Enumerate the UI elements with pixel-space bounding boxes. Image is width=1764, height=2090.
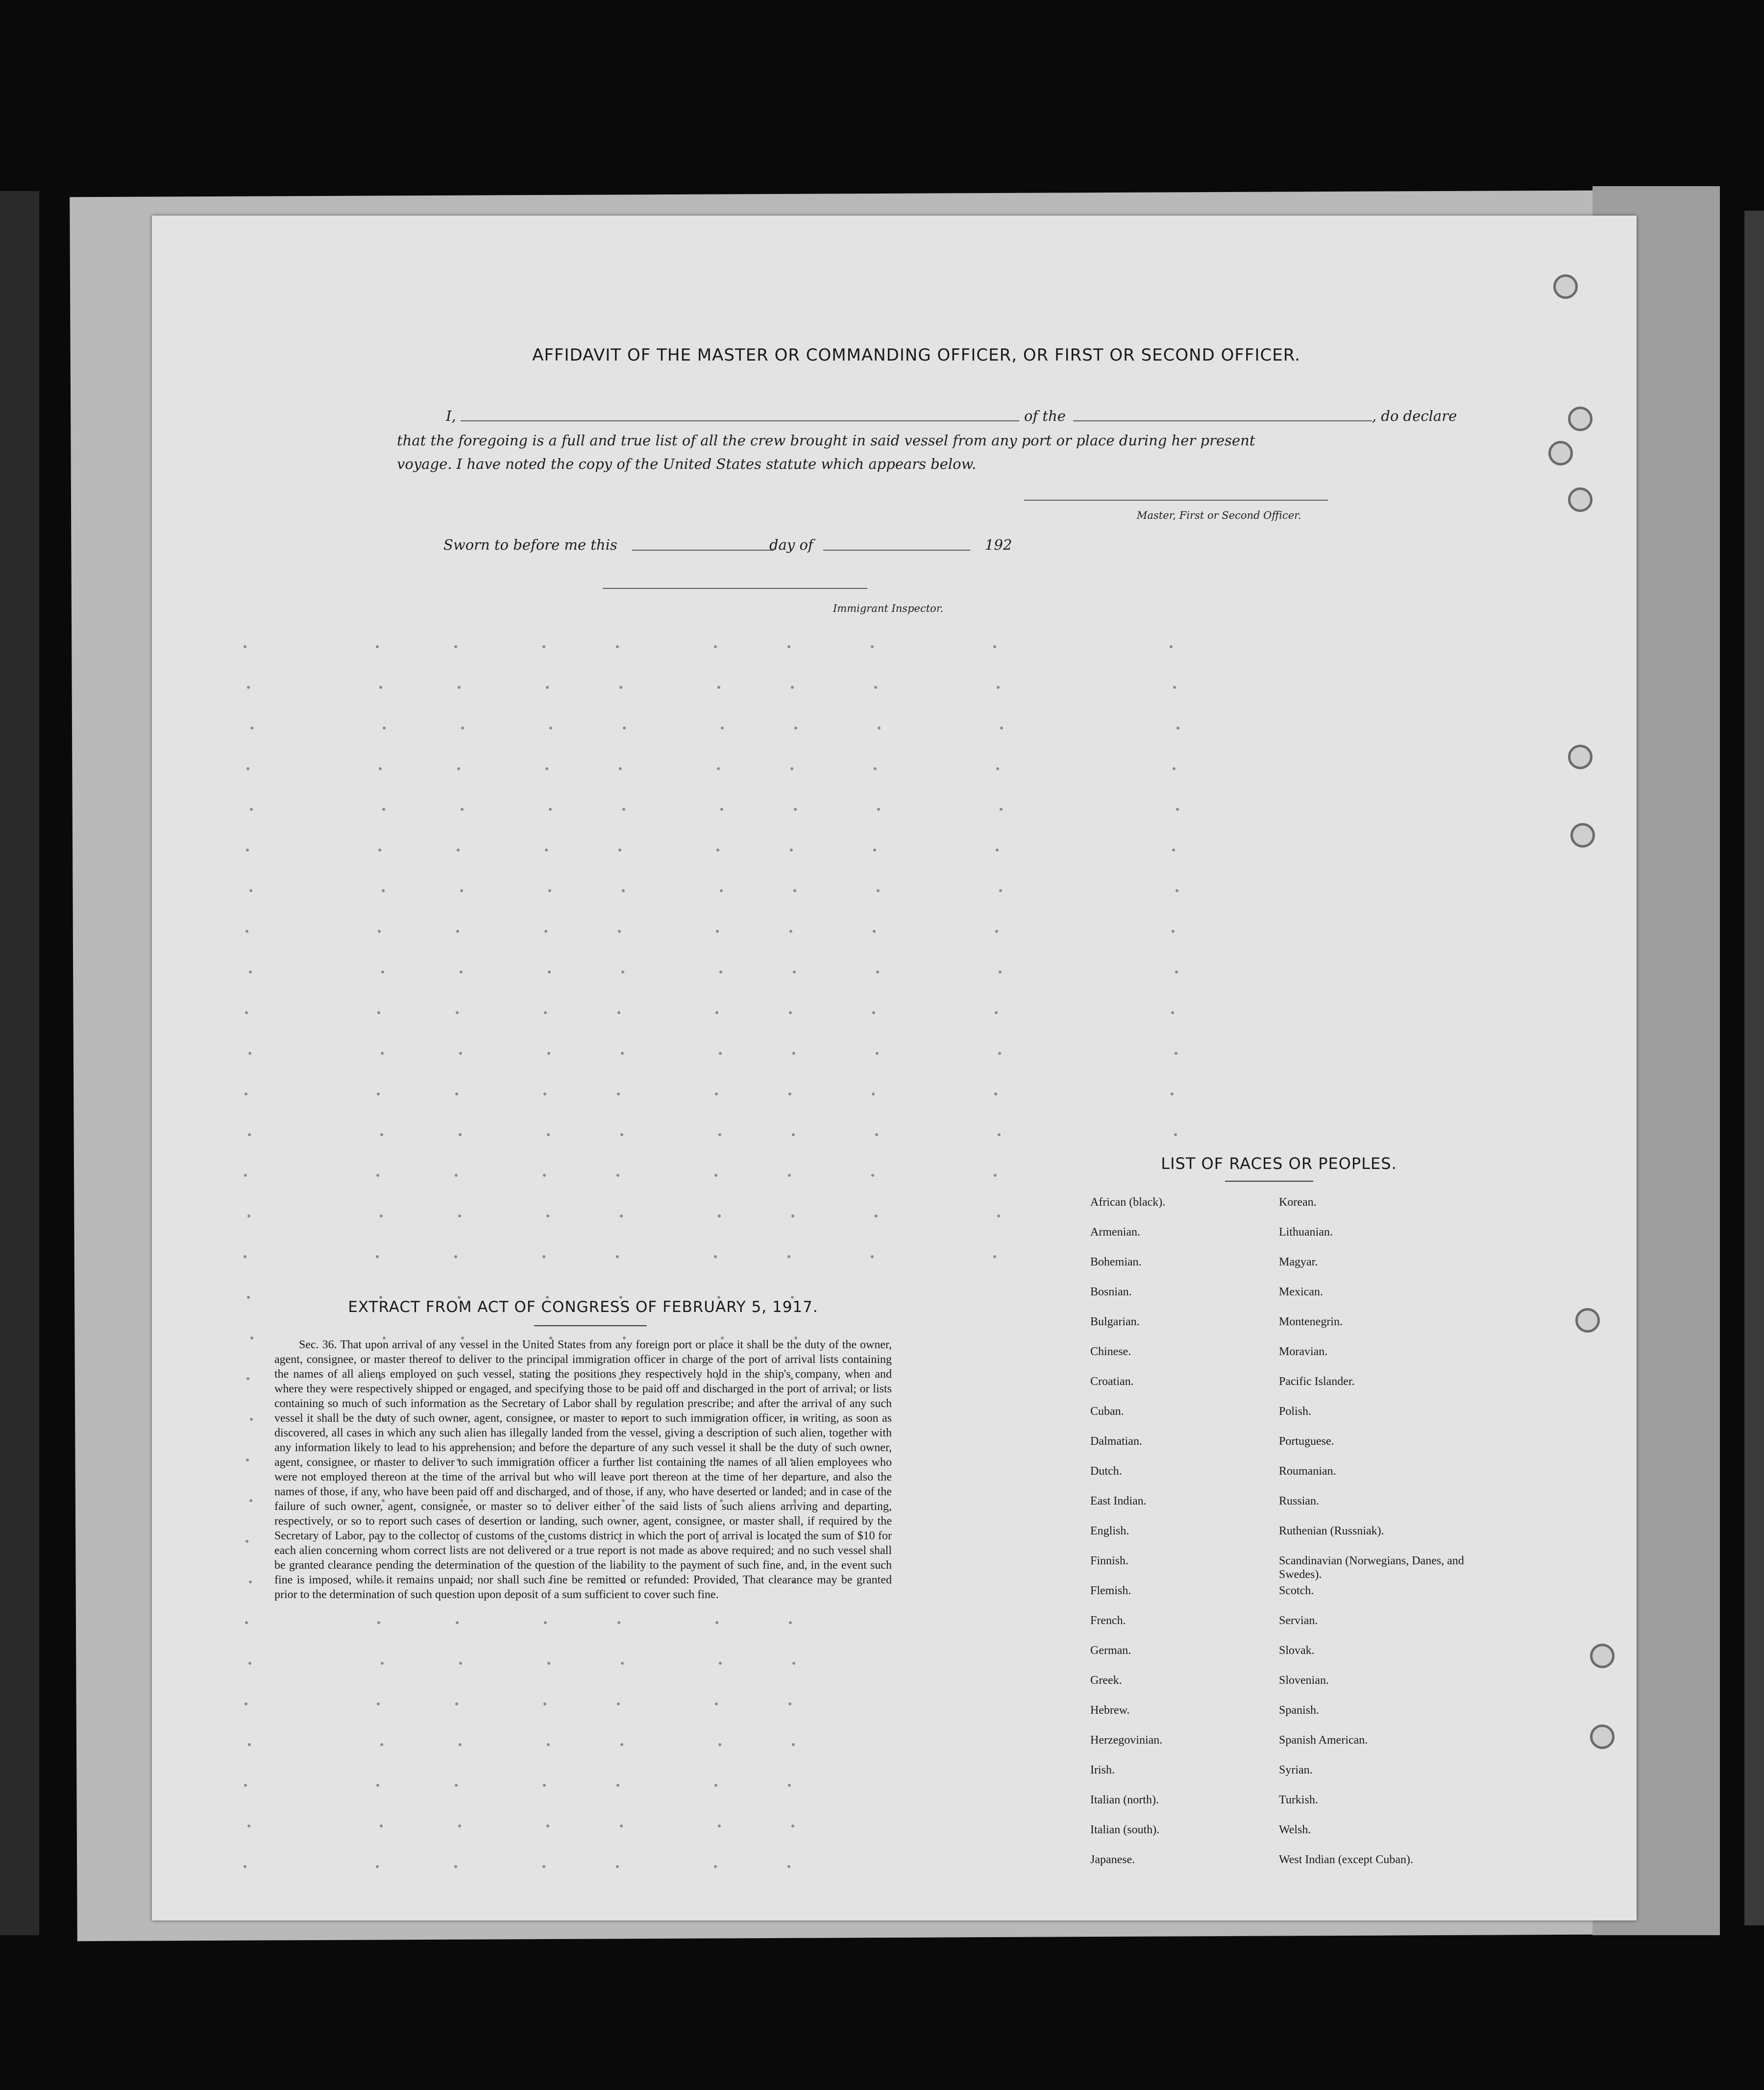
bleed-dot (456, 1621, 459, 1624)
bleed-dot (792, 1052, 795, 1055)
bleed-dot (1172, 849, 1175, 851)
bleed-dot (376, 645, 379, 648)
bleed-dot (788, 1093, 791, 1095)
bleed-dot (1176, 727, 1179, 729)
bleed-dot (788, 1702, 791, 1705)
bleed-dot (248, 1743, 251, 1746)
affidavit-i: I, (446, 408, 456, 424)
bleed-dot (459, 1662, 462, 1665)
bleed-dot (714, 645, 717, 648)
bleed-dot (247, 686, 250, 689)
bleed-dot (545, 849, 548, 851)
bleed-dot (244, 1255, 246, 1258)
bleed-dot (791, 1215, 794, 1217)
bleed-dot (248, 1662, 251, 1665)
sworn-day-line[interactable] (632, 550, 774, 551)
bleed-dot (378, 849, 381, 851)
bleed-dot (381, 971, 384, 973)
race-item: Scandinavian (Norwegians, Danes, and Swedes). (1279, 1555, 1464, 1581)
race-item: Lithuanian. (1279, 1226, 1333, 1239)
punch-hole (1570, 823, 1595, 848)
bleed-dot (873, 930, 876, 933)
bleed-dot (376, 1255, 379, 1258)
bleed-dot (549, 727, 552, 729)
race-item: French. (1090, 1614, 1126, 1627)
bleed-dot (1000, 727, 1003, 729)
bleed-dot (714, 1784, 717, 1787)
race-item: Moravian. (1279, 1345, 1328, 1358)
races-title-rule (1225, 1181, 1313, 1182)
bleed-dot (620, 1215, 623, 1217)
bleed-dot (455, 1174, 458, 1177)
race-item: Italian (north). (1090, 1794, 1159, 1806)
bleed-dot (622, 808, 625, 811)
bleed-dot (376, 1784, 379, 1787)
affidavit-title: AFFIDAVIT OF THE MASTER OR COMMANDING OFFICER, OR FIRST OR SECOND OFFICER. (532, 345, 1300, 365)
race-item: East Indian. (1090, 1495, 1147, 1507)
bleed-dot (459, 1133, 462, 1136)
bleed-dot (544, 1011, 547, 1014)
punch-hole (1553, 274, 1578, 299)
bleed-dot (790, 849, 793, 851)
bleed-dot (616, 645, 619, 648)
bleed-dot (871, 645, 874, 648)
bleed-dot (1175, 1052, 1177, 1055)
bleed-dot (455, 1702, 458, 1705)
affidavit-of-the: of the (1024, 408, 1066, 424)
bleed-dot (457, 767, 460, 770)
bleed-dot (247, 1824, 250, 1827)
affidavit-page (152, 216, 1637, 1920)
bleed-dot (379, 686, 382, 689)
bleed-dot (993, 1255, 996, 1258)
bleed-dot (787, 1255, 790, 1258)
bleed-dot (542, 645, 545, 648)
bleed-dot (250, 808, 253, 811)
bleed-dot (793, 971, 796, 973)
bleed-dot (1000, 808, 1003, 811)
bleed-dot (248, 1133, 251, 1136)
race-item: Greek. (1090, 1674, 1122, 1687)
bleed-dot (714, 1174, 717, 1177)
race-item: Armenian. (1090, 1226, 1140, 1239)
bleed-dot (620, 1133, 623, 1136)
race-item: Bulgarian. (1090, 1315, 1140, 1328)
bleed-dot (616, 1865, 619, 1868)
bleed-dot (250, 1337, 253, 1339)
punch-hole (1590, 1644, 1615, 1668)
master-name-line[interactable] (461, 420, 1019, 421)
bleed-dot (380, 1133, 383, 1136)
bleed-dot (872, 1093, 875, 1095)
bleed-dot (247, 1215, 250, 1217)
race-item: Dalmatian. (1090, 1435, 1142, 1448)
bleed-dot (456, 930, 459, 933)
bleed-dot (548, 889, 551, 892)
bleed-dot (999, 971, 1002, 973)
bleed-dot (542, 1865, 545, 1868)
race-item: Russian. (1279, 1495, 1320, 1507)
bleed-dot (543, 1702, 546, 1705)
race-item: Magyar. (1279, 1256, 1318, 1268)
race-item: Slovak. (1279, 1644, 1315, 1657)
bleed-dot (792, 1662, 795, 1665)
bleed-dot (382, 808, 385, 811)
bleed-dot (718, 1824, 721, 1827)
bleed-dot (721, 727, 724, 729)
bleed-dot (460, 889, 463, 892)
bleed-dot (461, 808, 464, 811)
bleed-dot (623, 727, 626, 729)
race-item: Mexican. (1279, 1286, 1323, 1298)
film-frame-marking (211, 2070, 233, 2090)
master-signature-line[interactable] (1024, 500, 1328, 501)
bleed-dot (245, 930, 248, 933)
race-item: Korean. (1279, 1196, 1317, 1209)
race-item: Servian. (1279, 1614, 1318, 1627)
bleed-dot (1173, 767, 1176, 770)
bleed-dot (794, 727, 797, 729)
bleed-dot (547, 1052, 550, 1055)
bleed-dot (548, 971, 551, 973)
bleed-dot (543, 1784, 546, 1787)
bleed-dot (999, 889, 1002, 892)
bleed-dot (381, 1662, 384, 1665)
bleed-dot (250, 727, 253, 729)
bleed-dot (617, 1093, 620, 1095)
bleed-dot (381, 1052, 384, 1055)
bleed-dot (543, 1174, 546, 1177)
bleed-dot (546, 686, 549, 689)
bleed-dot (246, 1377, 249, 1380)
bleed-dot (545, 767, 548, 770)
bleed-dot (380, 1743, 383, 1746)
bleed-dot (616, 1174, 619, 1177)
film-edge-right (1744, 211, 1764, 1925)
bleed-dot (877, 808, 880, 811)
punch-hole (1590, 1725, 1615, 1749)
bleed-dot (544, 1621, 547, 1624)
bleed-dot (459, 1052, 462, 1055)
bleed-dot (619, 686, 622, 689)
sworn-day-of: day of (769, 536, 813, 553)
bleed-dot (457, 849, 460, 851)
bleed-dot (620, 1743, 623, 1746)
bleed-dot (245, 1540, 248, 1543)
bleed-dot (877, 889, 880, 892)
film-edge-left (0, 191, 39, 1935)
bleed-dot (459, 1743, 462, 1746)
race-item: Herzegovinian. (1090, 1734, 1163, 1747)
bleed-dot (617, 1011, 620, 1014)
bleed-dot (716, 849, 719, 851)
inspector-signature-line[interactable] (603, 588, 867, 589)
race-item: Cuban. (1090, 1405, 1124, 1418)
affidavit-line-2: that the foregoing is a full and true list of all the crew brought in said vessel from any port or place during her present (397, 432, 1255, 449)
bleed-dot (377, 1093, 380, 1095)
bleed-dot (245, 1702, 247, 1705)
bleed-dot (248, 1052, 251, 1055)
bleed-dot (788, 1174, 791, 1177)
bleed-dot (1176, 889, 1178, 892)
bleed-dot (245, 1011, 248, 1014)
race-item: German. (1090, 1644, 1131, 1657)
bleed-dot (791, 1824, 794, 1827)
extract-title-rule (534, 1325, 647, 1326)
bleed-dot (876, 971, 879, 973)
bleed-dot (715, 1093, 718, 1095)
bleed-dot (616, 1255, 619, 1258)
race-item: Italian (south). (1090, 1823, 1160, 1836)
bleed-dot (793, 889, 796, 892)
bleed-dot (249, 1580, 252, 1583)
bleed-dot (997, 1215, 1000, 1217)
bleed-dot (249, 889, 252, 892)
bleed-dot (379, 767, 382, 770)
bleed-dot (245, 1621, 248, 1624)
bleed-dot (454, 1865, 457, 1868)
bleed-dot (458, 1215, 461, 1217)
race-item: Croatian. (1090, 1375, 1134, 1388)
races-title: LIST OF RACES OR PEOPLES. (1161, 1154, 1397, 1173)
bleed-dot (549, 808, 552, 811)
bleed-dot (455, 1784, 458, 1787)
bleed-dot (997, 686, 1000, 689)
bleed-dot (873, 849, 876, 851)
bleed-dot (456, 1011, 459, 1014)
race-item: Pacific Islander. (1279, 1375, 1355, 1388)
bleed-dot (874, 686, 877, 689)
bleed-dot (1172, 930, 1175, 933)
bleed-dot (619, 767, 622, 770)
bleed-dot (720, 889, 723, 892)
bleed-dot (245, 1093, 247, 1095)
bleed-dot (618, 849, 621, 851)
bleed-dot (244, 1784, 247, 1787)
race-item: Syrian. (1279, 1764, 1313, 1776)
statute-text: Sec. 36. That upon arrival of any vessel in the United States from any foreign port or place it shall be the duty of the owner, agent, consignee, or master thereof to deliver to the principal immigration officer in charge of the port of arrival lists containing the names of all aliens employed on such vessel, stating the positions they respectively hold in the ship's company, when and where they were respectively shipped or engaged, and specifying those to be paid off and discharged in the port of arrival; or lists containing so much of such information as the Secretary of Labor shall by regulation prescribe; and after the arrival of any such vessel it shall be the duty of such owner, agent, consignee, or master to report to such immigration officer, in writing, as soon as discovered, all cases in which any such alien has illegally landed from the vessel, giving a description of such alien, together with any information likely to lead to his apprehension; and before the departure of any such vessel it shall be the duty of such owner, agent, consignee, or master to deliver to such immigration officer a further list containing the names of all alien employees who were not employed thereon at the time of the arrival but who will leave port thereon at the time of her departure, and also the names of those, if any, who have been paid off and discharged, and of those, if any, who have deserted or landed; and in case of the failure of such owner, agent, consignee, or master so to deliver either of the said lists of such aliens arriving and departing, respectively, or so to report such cases of desertion or landing, such owner, agent, consignee, or master shall, if required by the Secretary of Labor, pay to the collector of customs of the customs district in which the port of arrival is located the sum of $10 for each alien concerning whom correct lists are not delivered or a true report is not made as above required; and no such vessel shall be granted clearance pending the determination of the question of the liability to the payment of such fine, and, in the event such fine is imposed, while it remains unpaid; nor shall such fine be remitted or refunded: Provided, That clearance may be granted prior to the determination of such question upon deposit of a sum sufficient to cover such fine. (274, 1338, 892, 1601)
bleed-dot (380, 1824, 383, 1827)
race-item: Japanese. (1090, 1853, 1135, 1866)
bleed-dot (787, 645, 790, 648)
bleed-dot (1170, 645, 1173, 648)
bleed-dot (617, 1702, 620, 1705)
bleed-dot (788, 1784, 791, 1787)
race-item: Hebrew. (1090, 1704, 1130, 1717)
race-item: Spanish American. (1279, 1734, 1368, 1747)
bleed-dot (616, 1784, 619, 1787)
bleed-dot (1173, 686, 1176, 689)
bleed-dot (460, 971, 463, 973)
bleed-dot (791, 686, 794, 689)
bleed-dot (546, 1824, 549, 1827)
bleed-dot (717, 767, 720, 770)
inspector-label: Immigrant Inspector. (833, 603, 944, 614)
bleed-dot (544, 930, 547, 933)
bleed-dot (715, 1702, 718, 1705)
bleed-dot (249, 971, 252, 973)
bleed-dot (790, 767, 793, 770)
bleed-dot (543, 1093, 546, 1095)
bleed-dot (993, 645, 996, 648)
races-column-1 (1090, 1195, 1165, 1883)
bleed-dot (871, 1255, 874, 1258)
bleed-dot (376, 1865, 379, 1868)
bleed-dot (458, 1824, 461, 1827)
bleed-dot (787, 1865, 790, 1868)
bleed-dot (621, 1052, 624, 1055)
bleed-dot (872, 1011, 875, 1014)
extract-title: EXTRACT FROM ACT OF CONGRESS OF FEBRUARY 5, 1917. (348, 1298, 818, 1316)
bleed-dot (719, 1662, 722, 1665)
bleed-dot (718, 1215, 721, 1217)
bleed-dot (716, 930, 719, 933)
race-item: Roumanian. (1279, 1465, 1336, 1478)
punch-hole (1568, 407, 1592, 431)
punch-hole (1568, 745, 1592, 769)
bleed-dot (878, 727, 881, 729)
bleed-dot (714, 1865, 717, 1868)
race-item: Welsh. (1279, 1823, 1311, 1836)
bleed-dot (620, 1824, 623, 1827)
bleed-dot (789, 1011, 792, 1014)
race-item: Bosnian. (1090, 1286, 1132, 1298)
race-item: Finnish. (1090, 1555, 1129, 1567)
bleed-dot (380, 1215, 383, 1217)
bleed-dot (994, 1174, 997, 1177)
bleed-dot (246, 767, 249, 770)
race-item: West Indian (except Cuban). (1279, 1853, 1413, 1866)
bleed-dot (998, 1052, 1001, 1055)
bleed-dot (789, 1621, 792, 1624)
bleed-dot (717, 686, 720, 689)
bleed-dot (794, 808, 797, 811)
bleed-dot (719, 1052, 722, 1055)
sworn-month-line[interactable] (823, 550, 970, 551)
bleed-dot (382, 889, 385, 892)
bleed-dot (383, 727, 386, 729)
bleed-dot (715, 1011, 718, 1014)
race-item: Bohemian. (1090, 1256, 1142, 1268)
race-item: Montenegrin. (1279, 1315, 1343, 1328)
bleed-dot (1176, 808, 1179, 811)
bleed-dot (792, 1743, 795, 1746)
races-column-2 (1279, 1195, 1485, 1883)
bleed-dot (547, 1662, 550, 1665)
bleed-dot (1174, 1133, 1177, 1136)
race-item: Ruthenian (Russniak). (1279, 1525, 1384, 1537)
vessel-name-line[interactable] (1073, 420, 1372, 421)
bleed-dot (1171, 1093, 1174, 1095)
bleed-dot (621, 971, 624, 973)
punch-hole (1568, 487, 1592, 512)
bleed-dot (720, 808, 723, 811)
bleed-dot (718, 1133, 721, 1136)
sworn-text: Sworn to before me this (443, 536, 617, 553)
bleed-dot (719, 971, 722, 973)
bleed-dot (618, 930, 621, 933)
race-item: Spanish. (1279, 1704, 1320, 1717)
bleed-dot (714, 1255, 717, 1258)
bleed-dot (377, 1702, 380, 1705)
bleed-dot (875, 1215, 878, 1217)
bleed-dot (789, 930, 792, 933)
bleed-dot (377, 1621, 380, 1624)
affidavit-do-declare: , do declare (1372, 408, 1457, 424)
bleed-dot (876, 1052, 879, 1055)
bleed-dot (454, 1255, 457, 1258)
race-item: Portuguese. (1279, 1435, 1334, 1448)
bleed-dot (718, 1743, 721, 1746)
bleed-dot (546, 1215, 549, 1217)
bleed-dot (617, 1621, 620, 1624)
bleed-dot (244, 645, 246, 648)
race-item: Polish. (1279, 1405, 1312, 1418)
race-item: Turkish. (1279, 1794, 1318, 1806)
race-item: Flemish. (1090, 1584, 1131, 1597)
bleed-dot (378, 930, 381, 933)
bleed-dot (622, 889, 625, 892)
bleed-dot (454, 645, 457, 648)
sworn-year: 192 (985, 536, 1012, 553)
bleed-dot (875, 1133, 878, 1136)
race-item: African (black). (1090, 1196, 1166, 1209)
bleed-dot (995, 930, 998, 933)
bleed-dot (244, 1174, 247, 1177)
bleed-dot (246, 849, 249, 851)
race-item: Scotch. (1279, 1584, 1314, 1597)
bleed-dot (458, 686, 461, 689)
bleed-dot (542, 1255, 545, 1258)
bleed-dot (547, 1743, 550, 1746)
bleed-dot (455, 1093, 458, 1095)
race-item: Irish. (1090, 1764, 1115, 1776)
race-item: Slovenian. (1279, 1674, 1329, 1687)
race-item: Dutch. (1090, 1465, 1122, 1478)
bleed-dot (998, 1133, 1001, 1136)
master-signature-label: Master, First or Second Officer. (1137, 510, 1301, 521)
punch-hole (1548, 441, 1573, 465)
affidavit-line-3: voyage. I have noted the copy of the United States statute which appears below. (397, 456, 977, 472)
bleed-dot (994, 1093, 997, 1095)
bleed-dot (995, 1011, 998, 1014)
bleed-dot (996, 767, 999, 770)
bleed-dot (249, 1499, 252, 1502)
bleed-dot (377, 1011, 380, 1014)
race-item: Chinese. (1090, 1345, 1131, 1358)
bleed-dot (461, 727, 464, 729)
bleed-dot (244, 1865, 246, 1868)
punch-hole (1575, 1308, 1600, 1333)
bleed-dot (996, 849, 999, 851)
bleed-dot (874, 767, 877, 770)
race-item: English. (1090, 1525, 1129, 1537)
bleed-dot (1171, 1011, 1174, 1014)
bleed-dot (1175, 971, 1178, 973)
bleed-dot (715, 1621, 718, 1624)
bleed-dot (250, 1418, 253, 1421)
bleed-dot (246, 1458, 249, 1461)
bleed-dot (376, 1174, 379, 1177)
bleed-dot (547, 1133, 550, 1136)
bleed-dot (792, 1133, 795, 1136)
bleed-dot (871, 1174, 874, 1177)
bleed-dot (621, 1662, 624, 1665)
